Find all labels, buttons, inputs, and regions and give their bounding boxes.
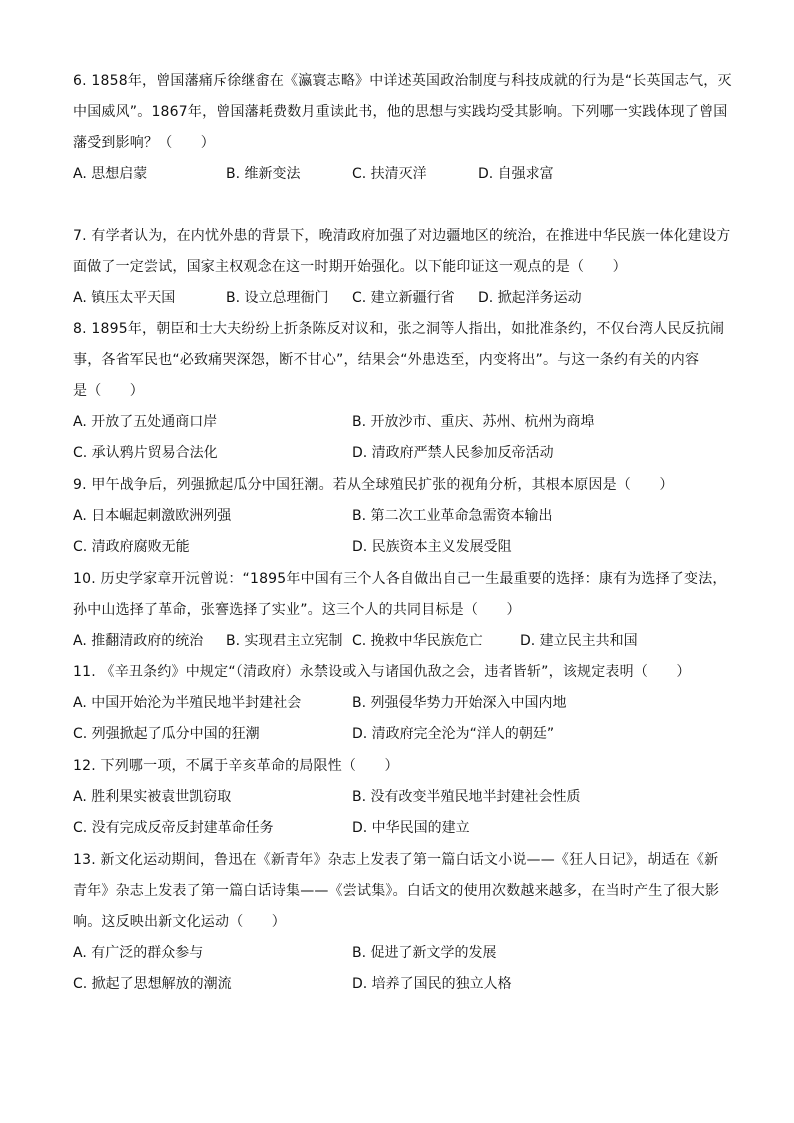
option-b: B. 第二次工业革命急需资本输出: [352, 508, 553, 524]
option-b: B. 开放沙市、重庆、苏州、杭州为商埠: [352, 414, 595, 430]
question-stem-line: 是（ ）: [73, 383, 144, 399]
option-a: A. 日本崛起刺激欧洲列强: [73, 508, 232, 524]
option-a: A. 有广泛的群众参与: [73, 945, 204, 961]
options-row: [73, 813, 723, 844]
option-d: D. 中华民国的建立: [352, 820, 470, 836]
options-row: [73, 938, 723, 969]
option-d: D. 掀起洋务运动: [478, 290, 582, 306]
options-row: [73, 159, 723, 190]
option-c: C. 掀起了思想解放的潮流: [73, 976, 232, 992]
options-row: [73, 532, 723, 563]
question-8: [73, 314, 723, 469]
option-d: D. 清政府完全沦为“洋人的朝廷”: [352, 726, 555, 742]
option-a: A. 胜利果实被袁世凯窃取: [73, 789, 232, 805]
option-b: B. 维新变法: [226, 166, 301, 182]
option-b: B. 促进了新文学的发展: [352, 945, 497, 961]
option-c: C. 建立新疆行省: [352, 290, 455, 306]
option-c: C. 清政府腐败无能: [73, 539, 190, 555]
question-stem-line: 10. 历史学家章开沅曾说：“1895年中国有三个人各自做出自己一生最重要的选择：康有为选择了变法，: [73, 571, 727, 587]
options-row: [73, 688, 723, 719]
options-row: [73, 969, 723, 1000]
question-11: [73, 657, 723, 750]
option-a: A. 镇压太平天国: [73, 290, 176, 306]
question-stem-line: 13. 新文化运动期间，鲁迅在《新青年》杂志上发表了第一篇白话文小说——《狂人日记》，胡适在《新: [73, 852, 719, 868]
option-d: D. 清政府严禁人民参加反帝活动: [352, 445, 554, 461]
option-c: C. 列强掀起了瓜分中国的狂潮: [73, 726, 260, 742]
option-b: B. 设立总理衙门: [226, 290, 329, 306]
options-row: [73, 782, 723, 813]
question-stem-line: 8. 1895年，朝臣和士大夫纷纷上折条陈反对议和，张之洞等人指出，如批准条约，不仅台湾人民反抗闹: [73, 321, 725, 337]
option-a: A. 开放了五处通商口岸: [73, 414, 218, 430]
option-a: A. 中国开始沦为半殖民地半封建社会: [73, 695, 302, 711]
question-stem-line: 事，各省军民也“必致痛哭深怨，断不甘心”，结果会“外患迭至，内变将出”。与这一条约有关的内容: [73, 352, 700, 368]
option-b: B. 实现君主立宪制: [226, 633, 343, 649]
options-row: [73, 407, 723, 438]
question-stem-line: 11. 《辛丑条约》中规定“（清政府）永禁设或入与诸国仇敌之会，违者皆斩”，该规定表明（ ）: [73, 664, 691, 680]
options-row: [73, 719, 723, 750]
question-12: [73, 751, 723, 844]
question-stem-line: 6. 1858年，曾国藩痛斥徐继畬在《瀛寰志略》中详述英国政治制度与科技成就的行为是“长英国志气，灭: [73, 73, 732, 89]
question-stem-line: 响。这反映出新文化运动（ ）: [73, 914, 286, 930]
question-7: [73, 221, 731, 314]
question-13: [73, 845, 723, 1000]
question-6: [73, 66, 732, 190]
options-row: [73, 438, 723, 469]
question-stem-line: 青年》杂志上发表了第一篇白话诗集——《尝试集》。白话文的使用次数越来越多，在当时产生了很大影: [73, 883, 720, 899]
options-row: [73, 501, 723, 532]
options-row: [73, 626, 723, 657]
question-stem-line: 7. 有学者认为，在内忧外患的背景下，晚清政府加强了对边疆地区的统治，在推进中华民族一体化建设方: [73, 228, 731, 244]
question-stem-line: 孙中山选择了革命，张謇选择了实业”。这三个人的共同目标是（ ）: [73, 602, 521, 618]
question-stem-line: 中国威风”。1867年，曾国藩耗费数月重读此书，他的思想与实践均受其影响。下列哪一实践体现了曾国: [73, 104, 728, 120]
options-row: [73, 283, 723, 314]
option-d: D. 培养了国民的独立人格: [352, 976, 512, 992]
option-d: D. 自强求富: [478, 166, 554, 182]
option-c: C. 没有完成反帝反封建革命任务: [73, 820, 274, 836]
option-c: C. 挽救中华民族危亡: [352, 633, 483, 649]
option-b: B. 没有改变半殖民地半封建社会性质: [352, 789, 581, 805]
question-stem-line: 12. 下列哪一项，不属于辛亥革命的局限性（ ）: [73, 758, 399, 774]
option-b: B. 列强侵华势力开始深入中国内地: [352, 695, 567, 711]
option-a: A. 思想启蒙: [73, 166, 148, 182]
option-a: A. 推翻清政府的统治: [73, 633, 204, 649]
question-9: [73, 470, 723, 563]
option-d: D. 民族资本主义发展受阻: [352, 539, 512, 555]
question-stem-line: 9. 甲午战争后，列强掀起瓜分中国狂潮。若从全球殖民扩张的视角分析，其根本原因是（ ）: [73, 477, 674, 493]
question-10: [73, 564, 727, 657]
question-stem-line: 藩受到影响？（ ）: [73, 135, 215, 151]
option-d: D. 建立民主共和国: [520, 633, 638, 649]
question-stem-line: 面做了一定尝试，国家主权观念在这一时期开始强化。以下能印证这一观点的是（ ）: [73, 259, 627, 275]
option-c: C. 扶清灭洋: [352, 166, 427, 182]
option-c: C. 承认鸦片贸易合法化: [73, 445, 218, 461]
